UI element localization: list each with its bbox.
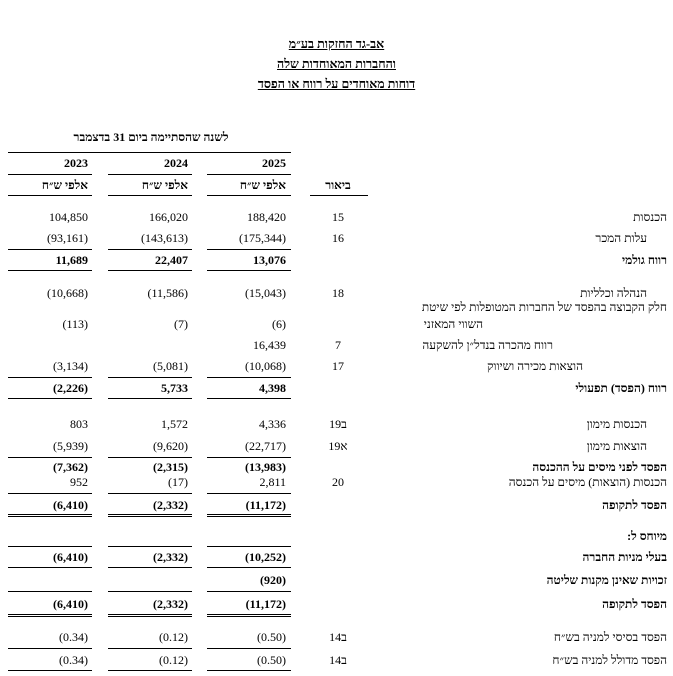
row-operating-2025: 4,398 xyxy=(259,381,286,395)
row-revenue-2025: 188,420 xyxy=(247,210,286,224)
row-cost-of-sales-2024: (143,613) xyxy=(141,231,188,245)
row-period-loss-2023: (6,410) xyxy=(53,498,88,512)
eps-line-2024 xyxy=(108,648,192,649)
units-2023: אלפי ש״ח xyxy=(41,178,88,192)
row-finance-expense-note: 19א xyxy=(328,439,348,453)
row-owners-2024: (2,332) xyxy=(153,550,188,564)
row-finance-income-2024: 1,572 xyxy=(161,417,188,431)
op-line-2023 xyxy=(8,377,92,378)
op-under-2024 xyxy=(108,398,192,399)
row-period-loss-total-2023: (6,410) xyxy=(53,597,88,611)
row-equity-share-label2: השווי המאזני xyxy=(423,317,483,331)
row-owners-2025: (10,252) xyxy=(245,550,286,564)
pretax-line-2025 xyxy=(207,457,291,458)
row-period-loss-2025: (11,172) xyxy=(245,498,286,512)
row-revenue-2023: 104,850 xyxy=(49,210,88,224)
row-basic-eps-label: הפסד בסיסי למניה בש״ח xyxy=(553,630,667,644)
gross-under-2025 xyxy=(207,270,291,271)
units-underline-2025 xyxy=(207,195,291,196)
loss-line-2024 xyxy=(108,493,192,494)
row-general-admin-2025: (15,043) xyxy=(245,286,286,300)
loss-double-2023 xyxy=(8,514,92,517)
row-finance-income-label: הכנסות מימון xyxy=(586,417,647,431)
diluted-line-2025 xyxy=(207,670,291,671)
row-revenue-2024: 166,020 xyxy=(149,210,188,224)
row-taxes-note: 20 xyxy=(332,475,344,489)
row-general-admin-label: הנהלה וכלליות xyxy=(580,286,647,300)
owners-line-2024 xyxy=(108,567,192,568)
row-equity-share-2024: (7) xyxy=(174,317,188,331)
year-2025: 2025 xyxy=(262,156,286,170)
statement-header xyxy=(0,34,673,94)
gross-under-2023 xyxy=(8,270,92,271)
year-underline-2024 xyxy=(108,174,192,175)
explanation-underline xyxy=(310,195,368,196)
loss-line-2025 xyxy=(207,493,291,494)
row-property-gain-2025: 16,439 xyxy=(253,338,286,352)
row-gross-profit-2024: 22,407 xyxy=(155,253,188,267)
row-finance-income-2025: 4,336 xyxy=(259,417,286,431)
total-double-2023 xyxy=(8,614,92,617)
row-finance-expense-2024: (9,620) xyxy=(153,439,188,453)
explanation-header: ביאור xyxy=(325,178,351,192)
subsidiaries-line: והחברות המאוחדות שלה xyxy=(277,57,396,71)
row-finance-expense-2025: (22,717) xyxy=(245,439,286,453)
row-finance-expense-2023: (5,939) xyxy=(53,439,88,453)
row-basic-eps-2023: (0.34) xyxy=(59,630,88,644)
row-period-loss-total-2024: (2,332) xyxy=(153,597,188,611)
row-pretax-label: הפסד לפני מיסים על ההכנסה xyxy=(532,460,667,474)
row-general-admin-note: 18 xyxy=(332,286,344,300)
row-equity-share-2025: (6) xyxy=(272,317,286,331)
row-pretax-2023: (7,362) xyxy=(53,460,88,474)
attr-line-2025 xyxy=(207,546,291,547)
year-2024: 2024 xyxy=(164,156,188,170)
row-gross-profit-2023: 11,689 xyxy=(55,253,88,267)
row-gross-profit-2025: 13,076 xyxy=(253,253,286,267)
row-equity-share-label: חלק הקבוצה בהפסד של החברות המטופלות לפי שיטת xyxy=(421,300,667,314)
row-nci-2025: (920) xyxy=(260,573,286,587)
row-property-gain-label: רווח מהכרה בנדל״ן להשקעה xyxy=(422,338,553,352)
row-period-loss-label: הפסד לתקופה xyxy=(602,498,667,512)
pretax-line-2024 xyxy=(108,457,192,458)
row-diluted-eps-note: 14ב xyxy=(329,653,347,667)
row-taxes-label: הכנסות (הוצאות) מיסים על הכנסה xyxy=(508,475,667,489)
diluted-line-2023 xyxy=(8,670,92,671)
eps-line-2025 xyxy=(207,648,291,649)
owners-line-2023 xyxy=(8,567,92,568)
units-underline-2023 xyxy=(8,195,92,196)
row-diluted-eps-2025: (0.50) xyxy=(257,653,286,667)
row-cost-of-sales-2025: (175,344) xyxy=(239,231,286,245)
op-under-2025 xyxy=(207,398,291,399)
pretax-line-2023 xyxy=(8,457,92,458)
row-attributed-label: מיוחס ל: xyxy=(627,529,667,543)
total-double-2025 xyxy=(207,614,291,617)
loss-double-2025 xyxy=(207,514,291,517)
row-cost-of-sales-note: 16 xyxy=(332,231,344,245)
year-underline-2025 xyxy=(207,174,291,175)
row-period-loss-2024: (2,332) xyxy=(153,498,188,512)
diluted-line-2024 xyxy=(108,670,192,671)
units-2024: אלפי ש״ח xyxy=(141,178,188,192)
row-basic-eps-2024: (0.12) xyxy=(159,630,188,644)
row-operating-2024: 5,733 xyxy=(161,381,188,395)
row-taxes-2023: 952 xyxy=(70,475,88,489)
nci-line-2023 xyxy=(8,591,92,592)
total-double-2024 xyxy=(108,614,192,617)
row-taxes-2025: 2,811 xyxy=(259,475,286,489)
row-finance-income-2023: 803 xyxy=(70,417,88,431)
row-selling-label: הוצאות מכירה ושיווק xyxy=(486,359,583,373)
row-diluted-eps-2024: (0.12) xyxy=(159,653,188,667)
row-finance-income-note: 19ב xyxy=(329,417,347,431)
row-period-loss-total-2025: (11,172) xyxy=(245,597,286,611)
row-selling-note: 17 xyxy=(332,359,344,373)
attr-line-2024 xyxy=(108,546,192,547)
row-revenue-note: 15 xyxy=(332,210,344,224)
row-pretax-2024: (2,315) xyxy=(153,460,188,474)
gross-line-2024 xyxy=(108,249,192,250)
row-finance-expense-label: הוצאות מימון xyxy=(586,439,647,453)
loss-double-2024 xyxy=(108,514,192,517)
row-nci-label: זכויות שאינן מקנות שליטה xyxy=(546,573,667,587)
row-pretax-2025: (13,983) xyxy=(245,460,286,474)
period-underline xyxy=(8,152,291,153)
row-diluted-eps-2023: (0.34) xyxy=(59,653,88,667)
nci-line-2024 xyxy=(108,591,192,592)
units-underline-2024 xyxy=(108,195,192,196)
gross-line-2023 xyxy=(8,249,92,250)
statement-title: דוחות מאוחדים על רווח או הפסד xyxy=(257,77,416,91)
row-period-loss-total-label: הפסד לתקופה xyxy=(602,597,667,611)
row-basic-eps-note: 14ב xyxy=(329,630,347,644)
op-line-2024 xyxy=(108,377,192,378)
row-selling-2023: (3,134) xyxy=(53,359,88,373)
gross-line-2025 xyxy=(207,249,291,250)
op-line-2025 xyxy=(207,377,291,378)
op-under-2023 xyxy=(8,398,92,399)
row-owners-label: בעלי מניות החברה xyxy=(582,550,667,564)
attr-line-2023 xyxy=(8,546,92,547)
nci-line-2025 xyxy=(207,591,291,592)
units-2025: אלפי ש״ח xyxy=(239,178,286,192)
row-gross-profit-label: רווח גולמי xyxy=(621,253,667,267)
row-property-gain-note: 7 xyxy=(335,338,341,352)
row-general-admin-2023: (10,668) xyxy=(47,286,88,300)
company-name: אב-גד החזקות בע״מ xyxy=(288,37,385,51)
row-selling-2025: (10,068) xyxy=(245,359,286,373)
period-caption: לשנה שהסתיימה ביום 31 בדצמבר xyxy=(73,130,229,144)
row-basic-eps-2025: (0.50) xyxy=(257,630,286,644)
row-operating-2023: (2,226) xyxy=(53,381,88,395)
gross-under-2024 xyxy=(108,270,192,271)
row-owners-2023: (6,410) xyxy=(53,550,88,564)
row-operating-label: רווח (הפסד) תפעולי xyxy=(575,381,667,395)
loss-line-2023 xyxy=(8,493,92,494)
owners-line-2025 xyxy=(207,567,291,568)
year-underline-2023 xyxy=(8,174,92,175)
year-2023: 2023 xyxy=(64,156,88,170)
row-equity-share-2023: (113) xyxy=(62,317,88,331)
row-revenue-label: הכנסות xyxy=(633,210,667,224)
row-general-admin-2024: (11,586) xyxy=(147,286,188,300)
row-taxes-2024: (17) xyxy=(168,475,188,489)
row-diluted-eps-label: הפסד מדולל למניה בש״ח xyxy=(552,653,667,667)
row-selling-2024: (5,081) xyxy=(153,359,188,373)
row-cost-of-sales-2023: (93,161) xyxy=(47,231,88,245)
row-cost-of-sales-label: עלות המכר xyxy=(595,231,647,245)
eps-line-2023 xyxy=(8,648,92,649)
